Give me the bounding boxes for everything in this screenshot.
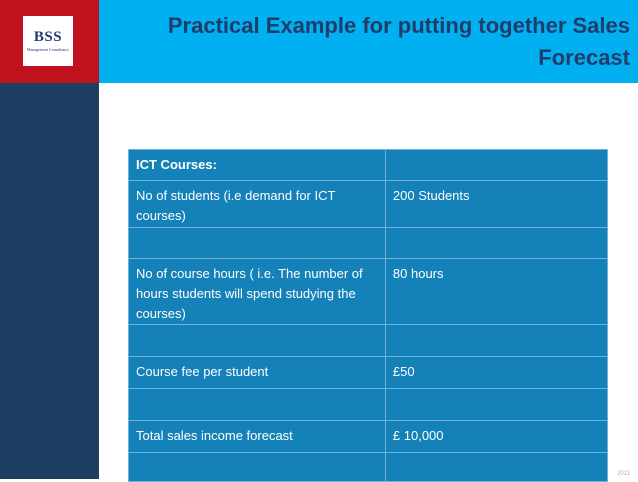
table-cell-value: 80 hours — [385, 259, 607, 325]
left-accent-bar — [0, 83, 99, 479]
forecast-table — [128, 149, 608, 482]
table-cell-value — [385, 389, 607, 421]
logo-panel — [0, 0, 99, 83]
title-bar — [99, 0, 638, 83]
footer-year: 2011 — [617, 471, 630, 477]
logo-mark: BSS — [33, 29, 63, 45]
table-cell-value — [385, 325, 607, 357]
table-row — [129, 228, 608, 259]
table-cell-value — [385, 228, 607, 259]
table-cell-label: No of course hours ( i.e. The number of hours students will spend studying the courses) — [129, 259, 386, 325]
table-cell-label: No of students (i.e demand for ICT courses) — [129, 181, 386, 228]
logo-subtitle: Management Consultancy — [27, 47, 69, 52]
table-cell-label: ICT Courses: — [129, 150, 386, 181]
table-cell-value: £ 10,000 — [385, 421, 607, 453]
table-cell-label — [129, 228, 386, 259]
table-row — [129, 325, 608, 357]
table-cell-value — [385, 453, 607, 482]
table-row — [129, 150, 608, 181]
table-row — [129, 421, 608, 453]
table-cell-label — [129, 453, 386, 482]
table-cell-value: 200 Students — [385, 181, 607, 228]
table-row — [129, 453, 608, 482]
table-row — [129, 181, 608, 228]
table-cell-label: Total sales income forecast — [129, 421, 386, 453]
table-cell-label — [129, 325, 386, 357]
table-row — [129, 259, 608, 325]
table-row — [129, 357, 608, 389]
slide-title: Practical Example for putting together Sales Forecast — [167, 13, 630, 70]
table-cell-label — [129, 389, 386, 421]
table-cell-value: £50 — [385, 357, 607, 389]
table-cell-value — [385, 150, 607, 181]
table-row — [129, 389, 608, 421]
table-cell-label: Course fee per student — [129, 357, 386, 389]
company-logo — [23, 16, 73, 66]
